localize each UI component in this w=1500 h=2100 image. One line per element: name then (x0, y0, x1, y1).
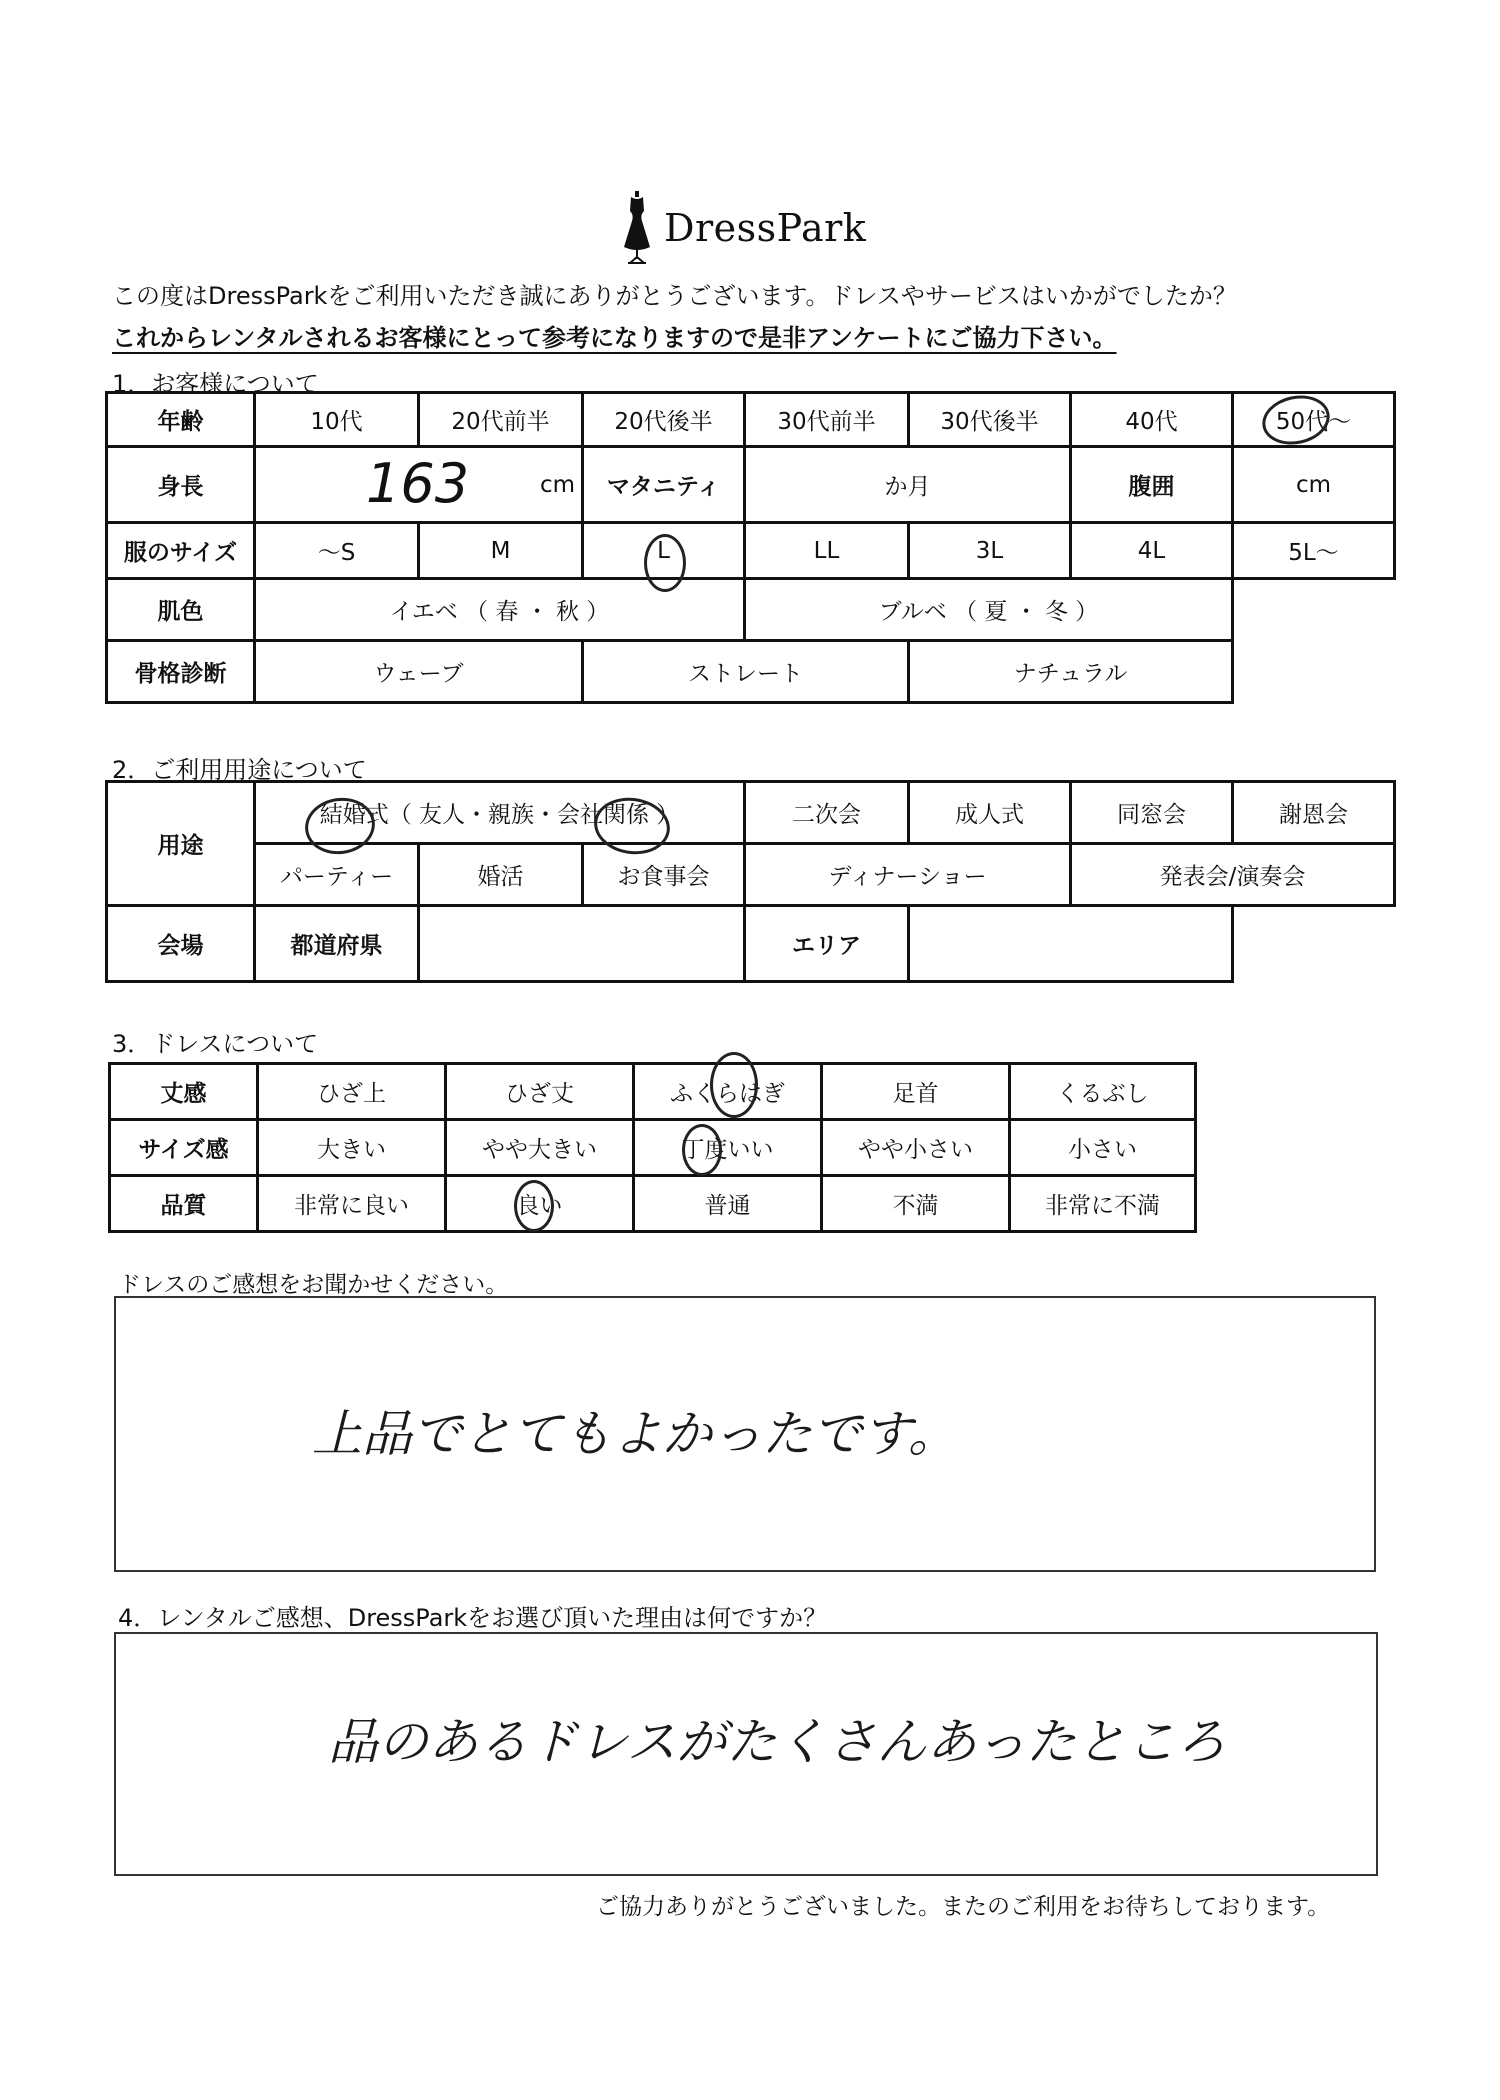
intro-request: これからレンタルされるお客様にとって参考になりますので是非アンケートにご協力下さい。 (112, 324, 1117, 352)
prefecture-field[interactable] (419, 906, 745, 982)
purpose-option[interactable]: 発表会/演奏会 (1071, 844, 1395, 906)
age-option[interactable]: 30代後半 (909, 393, 1071, 447)
waist-label: 腹囲 (1071, 447, 1233, 523)
fit-selection-mark (682, 1124, 722, 1176)
dress-comment-label: ドレスのご感想をお聞かせください。 (118, 1272, 509, 1298)
length-selection-circle (710, 1052, 758, 1118)
age-option[interactable]: 40代 (1071, 393, 1233, 447)
age-option[interactable]: 20代後半 (583, 393, 745, 447)
skin-option-blue[interactable]: ブルベ （ 夏 ・ 冬 ） (745, 579, 1233, 641)
length-option[interactable]: ひざ丈 (446, 1064, 634, 1120)
fit-option[interactable]: やや大きい (446, 1120, 634, 1176)
purpose-option[interactable]: ディナーショー (745, 844, 1071, 906)
purpose-option[interactable]: 二次会 (745, 782, 909, 844)
prefecture-label: 都道府県 (255, 906, 419, 982)
purpose-row-1 (107, 782, 1395, 844)
quality-option[interactable]: 非常に良い (258, 1176, 446, 1232)
quality-option-selected[interactable]: 良い (446, 1176, 634, 1232)
size-option-selected[interactable]: L (583, 523, 745, 579)
length-option[interactable]: 足首 (822, 1064, 1010, 1120)
section1-title: 1．お客様について (112, 370, 319, 398)
size-row (107, 523, 1395, 579)
length-label: 丈感 (110, 1064, 258, 1120)
area-label: エリア (745, 906, 909, 982)
size-option[interactable]: ～S (255, 523, 419, 579)
length-option[interactable]: ひざ上 (258, 1064, 446, 1120)
age-row (107, 393, 1395, 447)
purpose-option-wedding[interactable]: 結婚式（ 友人・親族・会社関係 ） (255, 782, 745, 844)
age-option[interactable]: 20代前半 (419, 393, 583, 447)
purpose-option[interactable]: お食事会 (583, 844, 745, 906)
length-option[interactable]: くるぶし (1010, 1064, 1196, 1120)
maternity-label: マタニティ (583, 447, 745, 523)
height-field[interactable] (255, 447, 583, 523)
quality-label: 品質 (110, 1176, 258, 1232)
dress-table (108, 1062, 1197, 1233)
age-option[interactable]: 30代前半 (745, 393, 909, 447)
quality-option[interactable]: 普通 (634, 1176, 822, 1232)
age-option-selected[interactable]: 50代～ (1233, 393, 1395, 447)
reason-text: 品のあるドレスがたくさんあったところ (328, 1713, 1226, 1771)
skin-label: 肌色 (107, 579, 255, 641)
skin-option-yellow[interactable]: イエベ （ 春 ・ 秋 ） (255, 579, 745, 641)
height-label: 身長 (107, 447, 255, 523)
dress-comment-text: 上品でとてもよかったです。 (312, 1405, 958, 1463)
customer-info-table (105, 391, 1396, 704)
quality-option[interactable]: 不満 (822, 1176, 1010, 1232)
size-label: 服のサイズ (107, 523, 255, 579)
venue-row (107, 906, 1395, 982)
height-value: 163 (366, 452, 470, 515)
section3-title: 3．ドレスについて (112, 1030, 319, 1058)
purpose-option[interactable]: 同窓会 (1071, 782, 1233, 844)
body-type-option[interactable]: ナチュラル (909, 641, 1233, 703)
height-unit: cm (539, 472, 575, 498)
length-row (110, 1064, 1196, 1120)
purpose-table (105, 780, 1396, 983)
purpose-row-2 (107, 844, 1395, 906)
quality-row (110, 1176, 1196, 1232)
length-option-selected[interactable]: ふくらはぎ (634, 1064, 822, 1120)
dress-icon (620, 191, 654, 265)
purpose-option[interactable]: パーティー (255, 844, 419, 906)
months-unit: か月 (884, 474, 931, 500)
waist-unit: cm (1295, 471, 1332, 498)
purpose-label: 用途 (107, 782, 255, 906)
body-type-option[interactable]: ウェーブ (255, 641, 583, 703)
fit-option[interactable]: 小さい (1010, 1120, 1196, 1176)
section4-title: 4．レンタルご感想、DressParkをお選び頂いた理由は何ですか？ (118, 1604, 828, 1632)
body-type-row (107, 641, 1395, 703)
skin-row (107, 579, 1395, 641)
fit-row (110, 1120, 1196, 1176)
size-option[interactable]: 4L (1071, 523, 1233, 579)
logo-text: DressPark (664, 206, 867, 250)
purpose-option[interactable]: 婚活 (419, 844, 583, 906)
dress-comment-box[interactable] (114, 1296, 1376, 1572)
logo (620, 188, 866, 268)
body-type-label: 骨格診断 (107, 641, 255, 703)
age-label: 年齢 (107, 393, 255, 447)
section2-title: 2．ご利用用途について (112, 756, 367, 784)
size-option[interactable]: 5L～ (1233, 523, 1395, 579)
purpose-option[interactable]: 成人式 (909, 782, 1071, 844)
fit-option-selected[interactable]: 丁度いい (634, 1120, 822, 1176)
height-row (107, 447, 1395, 523)
venue-label: 会場 (107, 906, 255, 982)
size-option[interactable]: LL (745, 523, 909, 579)
fit-option[interactable]: 大きい (258, 1120, 446, 1176)
quality-option[interactable]: 非常に不満 (1010, 1176, 1196, 1232)
fit-option[interactable]: やや小さい (822, 1120, 1010, 1176)
reason-box[interactable] (114, 1632, 1378, 1876)
size-selection-circle (644, 534, 686, 592)
footer-thanks: ご協力ありがとうございました。またのご利用をお待ちしております。 (596, 1894, 1331, 1920)
body-type-option[interactable]: ストレート (583, 641, 909, 703)
area-field[interactable] (909, 906, 1233, 982)
waist-field[interactable] (1233, 447, 1395, 523)
quality-selection-mark (514, 1180, 554, 1232)
intro-text: この度はDressParkをご利用いただき誠にありがとうございます。ドレスやサービスはいかがでしたか？ (112, 282, 1237, 310)
size-option[interactable]: 3L (909, 523, 1071, 579)
size-option[interactable]: M (419, 523, 583, 579)
maternity-field[interactable] (745, 447, 1071, 523)
fit-label: サイズ感 (110, 1120, 258, 1176)
age-option[interactable]: 10代 (255, 393, 419, 447)
purpose-option[interactable]: 謝恩会 (1233, 782, 1395, 844)
